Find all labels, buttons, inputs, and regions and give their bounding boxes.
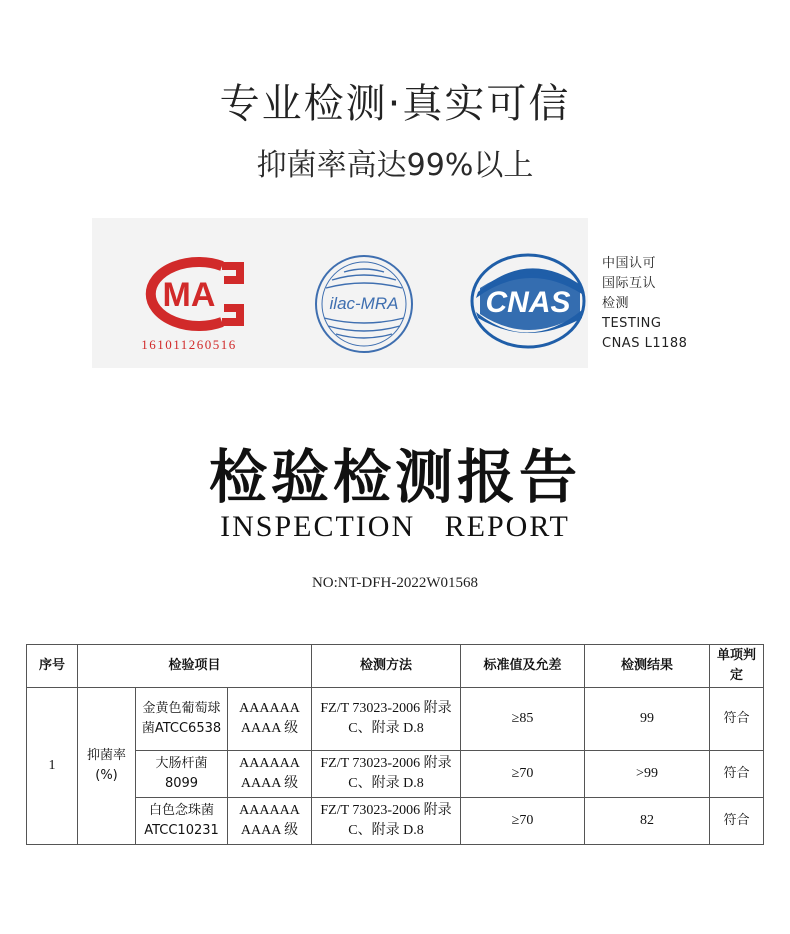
standard-value: ≥85 bbox=[461, 688, 585, 751]
inspection-table bbox=[26, 644, 764, 845]
test-method: FZ/T 73023-2006 附录 C、附录 D.8 bbox=[312, 688, 461, 751]
test-result: 99 bbox=[585, 688, 710, 751]
page-subtitle: 抑菌率高达99%以上 bbox=[256, 148, 534, 183]
cma-logo bbox=[126, 250, 252, 356]
table-header-row bbox=[27, 645, 764, 688]
header-method: 检测方法 bbox=[312, 645, 461, 688]
cnas-letters: CNAS bbox=[485, 286, 571, 319]
cnas-caption-line: TESTING bbox=[602, 316, 662, 331]
judgement: 符合 bbox=[710, 798, 764, 845]
page-title: 专业检测·真实可信 bbox=[219, 81, 571, 127]
test-category: 抑菌率(%) bbox=[78, 688, 136, 845]
cnas-caption-line: 检测 bbox=[602, 296, 630, 311]
organism: 大肠杆菌8099 bbox=[136, 751, 228, 798]
cnas-caption-line: CNAS L1188 bbox=[602, 336, 688, 351]
judgement: 符合 bbox=[710, 751, 764, 798]
cnas-logo bbox=[468, 252, 590, 350]
test-method: FZ/T 73023-2006 附录 C、附录 D.8 bbox=[312, 751, 461, 798]
header-standard: 标准值及允差 bbox=[461, 645, 585, 688]
header-judgement: 单项判定 bbox=[710, 645, 764, 688]
report-number: NO:NT-DFH-2022W01568 bbox=[311, 575, 479, 591]
header-result: 检测结果 bbox=[585, 645, 710, 688]
cma-letters: MA bbox=[162, 276, 216, 314]
table-row bbox=[27, 688, 764, 751]
table-row bbox=[27, 751, 764, 798]
test-result: >99 bbox=[585, 751, 710, 798]
test-result: 82 bbox=[585, 798, 710, 845]
header-item: 检验项目 bbox=[78, 645, 312, 688]
report-subtitle: INSPECTION REPORT bbox=[220, 510, 570, 543]
standard-value: ≥70 bbox=[461, 798, 585, 845]
grade: AAAAAA AAAA 级 bbox=[228, 751, 312, 798]
grade: AAAAAA AAAA 级 bbox=[228, 798, 312, 845]
organism: 白色念珠菌ATCC10231 bbox=[136, 798, 228, 845]
ilac-text: ilac-MRA bbox=[329, 294, 399, 313]
cma-number: 161011260516 bbox=[141, 337, 237, 352]
table-row bbox=[27, 798, 764, 845]
cnas-caption-line: 国际互认 bbox=[602, 276, 657, 291]
judgement: 符合 bbox=[710, 688, 764, 751]
standard-value: ≥70 bbox=[461, 751, 585, 798]
cnas-caption bbox=[602, 254, 687, 354]
organism: 金黄色葡萄球菌ATCC6538 bbox=[136, 688, 228, 751]
grade: AAAAAA AAAA 级 bbox=[228, 688, 312, 751]
cnas-caption-line: 中国认可 bbox=[602, 256, 657, 271]
test-method: FZ/T 73023-2006 附录 C、附录 D.8 bbox=[312, 798, 461, 845]
row-index: 1 bbox=[27, 688, 78, 845]
report-title: 检验检测报告 bbox=[208, 443, 581, 511]
header-index: 序号 bbox=[27, 645, 78, 688]
ilac-mra-logo bbox=[312, 252, 416, 356]
